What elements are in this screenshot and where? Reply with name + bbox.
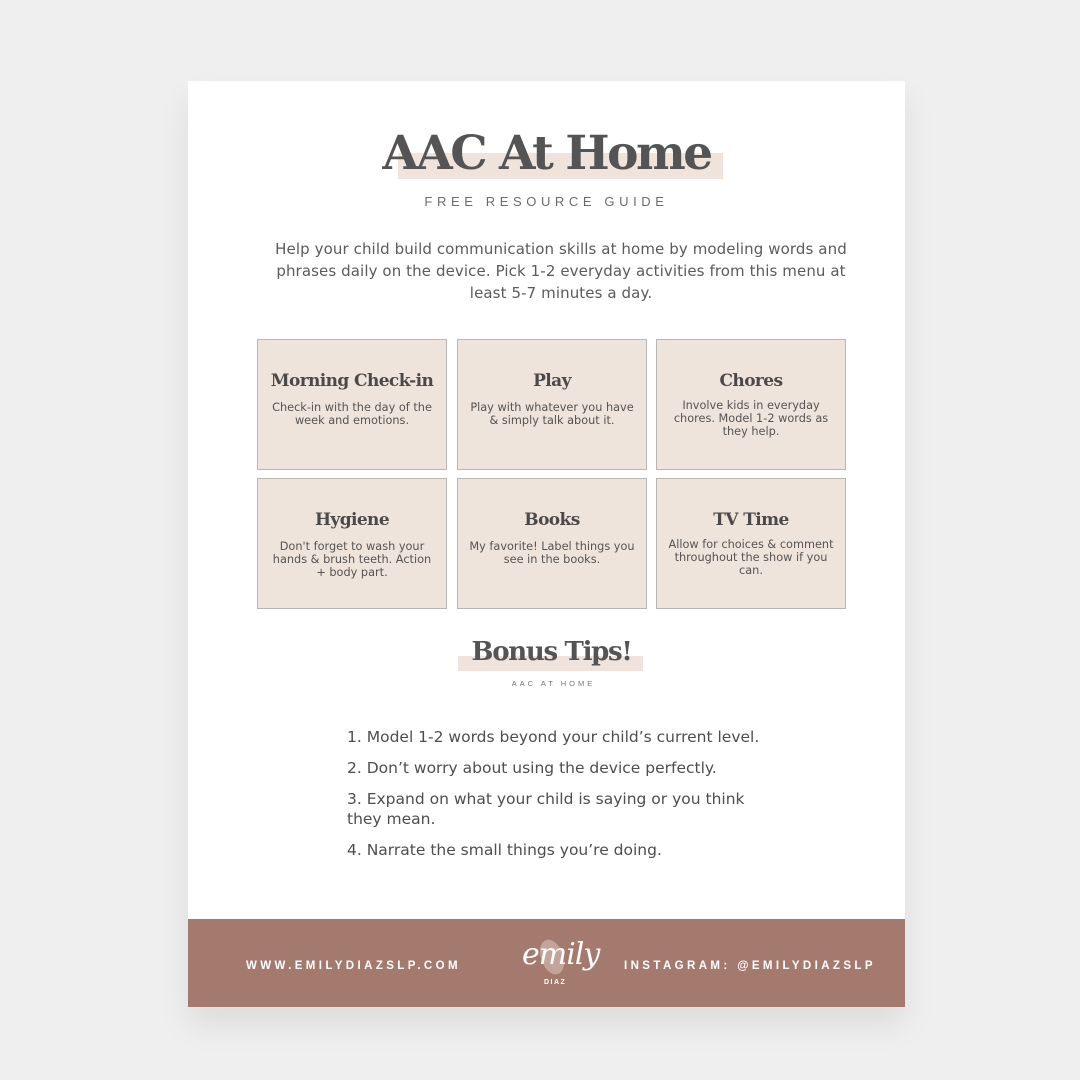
intro-text: Help your child build communication skills at home by modeling words and phrases daily on the device. Pick 1-2 everyday activities from this menu at least 5-7 minutes a day. bbox=[275, 240, 847, 302]
bonus-subtitle: AAC AT HOME bbox=[511, 679, 596, 688]
logo-script-text: emily bbox=[522, 937, 600, 972]
resource-guide-page bbox=[188, 81, 905, 1007]
tips-list bbox=[347, 727, 777, 871]
tip-item: 2. Don’t worry about using the device perfectly. bbox=[347, 759, 717, 777]
bonus-title: Bonus Tips! bbox=[471, 637, 632, 667]
logo-subtext: DIAZ bbox=[544, 979, 567, 986]
card-desc: My favorite! Label things you see in the books. bbox=[469, 540, 635, 566]
card-title: Play bbox=[533, 371, 571, 391]
card-desc: Allow for choices & comment throughout the show if you can. bbox=[668, 538, 834, 577]
activity-card-chores bbox=[656, 339, 846, 470]
card-title: TV Time bbox=[713, 510, 789, 530]
activity-card-tv-time bbox=[656, 478, 846, 609]
card-desc: Don't forget to wash your hands & brush teeth. Action + body part. bbox=[272, 540, 432, 579]
activity-card-morning-check-in bbox=[257, 339, 447, 470]
card-desc: Check-in with the day of the week and emotions. bbox=[272, 401, 432, 427]
tip-item: 4. Narrate the small things you’re doing. bbox=[347, 841, 662, 859]
instagram-link[interactable]: INSTAGRAM: @EMILYDIAZSLP bbox=[624, 960, 876, 972]
card-title: Morning Check-in bbox=[270, 371, 434, 391]
activity-card-hygiene bbox=[257, 478, 447, 609]
card-title: Books bbox=[524, 510, 580, 530]
footer-bar bbox=[188, 919, 905, 1007]
card-desc: Play with whatever you have & simply talk about it. bbox=[470, 401, 634, 427]
activity-card-books bbox=[457, 478, 647, 609]
card-title: Hygiene bbox=[314, 510, 390, 530]
activity-card-play bbox=[457, 339, 647, 470]
page-subtitle: FREE RESOURCE GUIDE bbox=[424, 194, 669, 209]
tip-item: 3. Expand on what your child is saying or you think they mean. bbox=[347, 790, 745, 828]
card-desc: Involve kids in everyday chores. Model 1-2 words as they help. bbox=[673, 399, 829, 438]
card-title: Chores bbox=[719, 371, 783, 391]
brand-logo bbox=[518, 929, 603, 999]
page-title: AAC At Home bbox=[382, 126, 711, 181]
tip-item: 1. Model 1-2 words beyond your child’s current level. bbox=[347, 728, 760, 746]
website-link[interactable]: WWW.EMILYDIAZSLP.COM bbox=[246, 960, 461, 972]
